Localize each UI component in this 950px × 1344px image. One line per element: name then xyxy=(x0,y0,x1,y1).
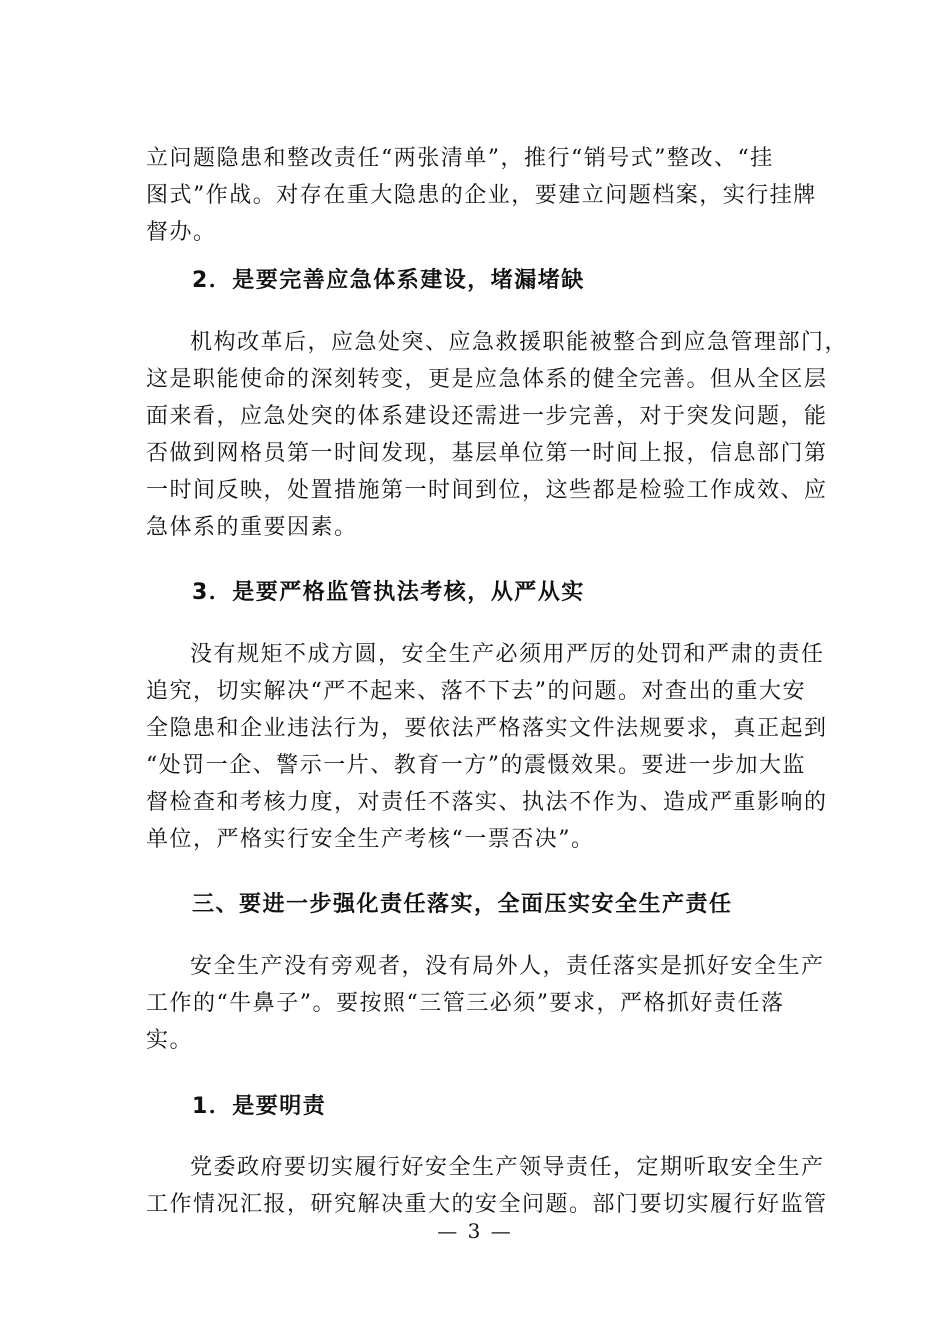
paragraph-responsibility xyxy=(146,948,825,1059)
section-heading-3: 3．是要严格监管执法考核，从严从实 xyxy=(192,580,585,605)
text-line: 追究，切实解决“严不起来、落不下去”的问题。对查出的重大安 xyxy=(146,679,806,704)
section-heading-2: 2．是要完善应急体系建设，堵漏堵缺 xyxy=(192,268,585,293)
paragraph-continuation xyxy=(146,140,817,251)
text-line: 立问题隐患和整改责任“两张清单”，推行“销号式”整改、“挂 xyxy=(146,146,774,171)
chapter-heading-3: 三、要进一步强化责任落实，全面压实安全生产责任 xyxy=(192,892,733,917)
text-line: 面来看，应急处突的体系建设还需进一步完善，对于突发问题，能 xyxy=(146,404,828,429)
text-line: “处罚一企、警示一片、教育一方”的震慑效果。要进一步加大监 xyxy=(146,753,806,778)
text-line: 督办。 xyxy=(146,220,217,245)
text-line: 这是职能使命的深刻转变，更是应急体系的健全完善。但从全区层 xyxy=(146,367,828,392)
text-line: 一时间反映，处置措施第一时间到位，这些都是检验工作成效、应 xyxy=(146,478,828,503)
text-line: 否做到网格员第一时间发现，基层单位第一时间上报，信息部门第 xyxy=(146,441,828,466)
text-line: 督检查和考核力度，对责任不落实、执法不作为、造成严重影响的 xyxy=(146,790,828,815)
paragraph-emergency-system xyxy=(146,324,849,546)
text-line: 图式”作战。对存在重大隐患的企业，要建立问题档案，实行挂牌 xyxy=(146,183,817,208)
text-line: 实。 xyxy=(146,1028,194,1053)
page-number: — 3 — xyxy=(437,1219,513,1243)
text-line: 急体系的重要因素。 xyxy=(146,515,358,540)
text-line: 机构改革后，应急处突、应急救援职能被整合到应急管理部门， xyxy=(190,330,849,355)
text-line: 安全生产没有旁观者，没有局外人，责任落实是抓好安全生产 xyxy=(190,954,825,979)
paragraph-clarify-duty xyxy=(146,1149,828,1223)
text-line: 工作情况汇报，研究解决重大的安全问题。部门要切实履行好监管 xyxy=(146,1192,828,1217)
text-line: 没有规矩不成方圆，安全生产必须用严厉的处罚和严肃的责任 xyxy=(190,642,825,667)
section-heading-1: 1．是要明责 xyxy=(192,1094,327,1119)
text-line: 单位，严格实行安全生产考核“一票否决”。 xyxy=(146,827,595,852)
text-line: 全隐患和企业违法行为，要依法严格落实文件法规要求，真正起到 xyxy=(146,716,828,741)
paragraph-supervision xyxy=(146,636,828,858)
text-line: 党委政府要切实履行好安全生产领导责任，定期听取安全生产 xyxy=(190,1155,825,1180)
text-line: 工作的“牛鼻子”。要按照“三管三必须”要求，严格抓好责任落 xyxy=(146,991,785,1016)
